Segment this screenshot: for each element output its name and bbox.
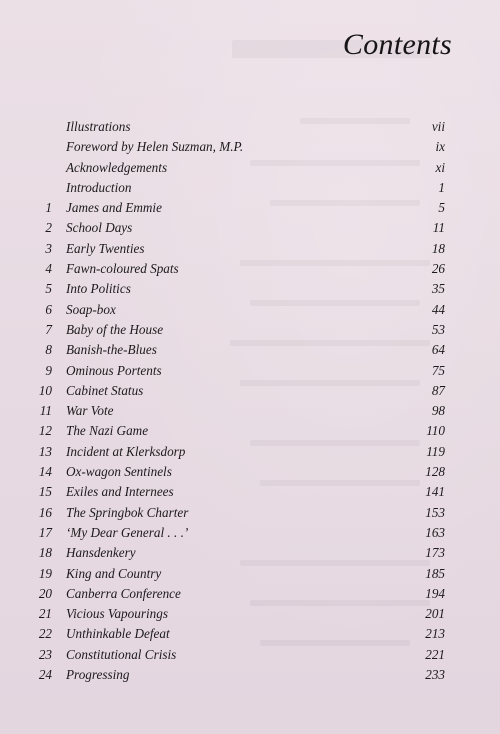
chapter-title: Early Twenties [66,240,145,256]
page-title: Contents [342,28,452,61]
chapter-number: 4 [45,261,52,277]
chapter-title: Progressing [66,667,130,683]
chapter-title: Vicious Vapourings [66,606,168,622]
page-number: xi [435,159,445,175]
toc-entry [0,624,500,644]
page-number: vii [431,119,445,134]
page-number: 201 [425,606,445,622]
chapter-title: Foreword by Helen Suzman, M.P. [66,139,244,155]
chapter-title: Soap-box [66,301,116,317]
chapter-title: Canberra Conference [66,585,181,601]
chapter-title: The Nazi Game [66,423,149,439]
chapter-number: 17 [38,524,52,540]
chapter-number: 20 [38,585,52,601]
page-number: 128 [425,464,445,480]
chapter-number: 19 [38,565,52,581]
page-number: 18 [431,240,445,256]
page-number: 53 [431,321,445,337]
chapter-title: Ominous Portents [66,362,162,378]
page-number: 141 [425,484,445,500]
chapter-number: 16 [38,504,52,520]
toc-entry [0,381,500,401]
chapter-number: 7 [45,321,52,337]
toc-entry [0,178,500,198]
chapter-number: 22 [38,626,52,642]
chapter-number: 10 [38,382,52,398]
chapter-number: 24 [38,667,52,683]
toc-entry [0,462,500,482]
page-number: 233 [425,667,445,683]
chapter-title: Hansdenkery [66,545,136,561]
toc-entry [0,523,500,543]
chapter-title: Incident at Klerksdorp [66,443,186,459]
toc-entry [0,239,500,259]
page-number: 1 [438,179,445,195]
toc-entry [0,543,500,563]
page-number: 11 [432,220,445,236]
chapter-title: Cabinet Status [66,382,144,398]
toc-entry [0,198,500,218]
chapter-number: 18 [38,545,52,561]
page-number: 26 [431,261,445,277]
chapter-title: Constitutional Crisis [66,646,177,662]
toc-entry [0,279,500,299]
chapter-title: Acknowledgements [66,159,168,175]
chapter-title: War Vote [66,403,114,419]
toc-entry [0,401,500,421]
page-number: 87 [431,382,445,398]
chapter-number: 14 [38,464,52,480]
toc-entry [0,361,500,381]
chapter-title: ‘My Dear General . . .’ [66,524,189,540]
toc-entry [0,564,500,584]
chapter-number: 3 [45,240,52,256]
toc-entry [0,584,500,604]
page-number: 98 [431,403,445,419]
page-number: 35 [431,281,445,297]
chapter-number: 6 [45,301,52,317]
toc-entry [0,340,500,360]
page-number: 185 [425,565,445,581]
toc-entry [0,665,500,685]
page-number: 173 [425,545,445,561]
toc-entry [0,645,500,665]
page-number: 5 [438,200,445,216]
toc-entry [0,137,500,157]
page-number: 75 [431,362,445,378]
chapter-title: Baby of the House [66,321,164,337]
chapter-number: 2 [45,220,52,236]
chapter-number: 13 [38,443,52,459]
chapter-title: The Springbok Charter [66,504,189,520]
page-number: 153 [425,504,445,520]
chapter-number: 9 [45,362,52,378]
chapter-title: Ox-wagon Sentinels [66,464,172,480]
chapter-title: Introduction [66,179,132,195]
chapter-title: School Days [66,220,133,236]
chapter-number: 8 [45,342,52,358]
page-number: 213 [425,626,445,642]
toc-entry [0,117,500,137]
page-number: 221 [425,646,445,662]
toc-entry [0,320,500,340]
chapter-title: Unthinkable Defeat [66,626,170,642]
toc-entry [0,482,500,502]
chapter-title: Into Politics [66,281,131,297]
chapter-title: Illustrations [66,119,131,134]
page-number: 110 [426,423,445,439]
chapter-number: 15 [38,484,52,500]
toc-entry [0,421,500,441]
toc-entry [0,259,500,279]
toc-entry [0,300,500,320]
chapter-title: Banish-the-Blues [66,342,157,358]
chapter-title: James and Emmie [66,200,162,216]
page-number: 64 [431,342,445,358]
toc-entry [0,158,500,178]
toc-entry [0,218,500,238]
toc-entry [0,604,500,624]
chapter-number: 12 [38,423,52,439]
chapter-number: 23 [38,646,52,662]
toc-entry [0,503,500,523]
page-number: 163 [425,524,445,540]
chapter-number: 21 [38,606,52,622]
page-number: 194 [425,585,445,601]
toc-entry [0,442,500,462]
chapter-title: Exiles and Internees [66,484,174,500]
chapter-number: 11 [39,403,52,419]
chapter-title: King and Country [66,565,162,581]
page-number: 44 [431,301,445,317]
chapter-title: Fawn-coloured Spats [66,261,179,277]
table-of-contents [0,117,500,685]
page-number: ix [435,139,445,155]
chapter-number: 1 [45,200,52,216]
page-number: 119 [426,443,445,459]
chapter-number: 5 [45,281,52,297]
